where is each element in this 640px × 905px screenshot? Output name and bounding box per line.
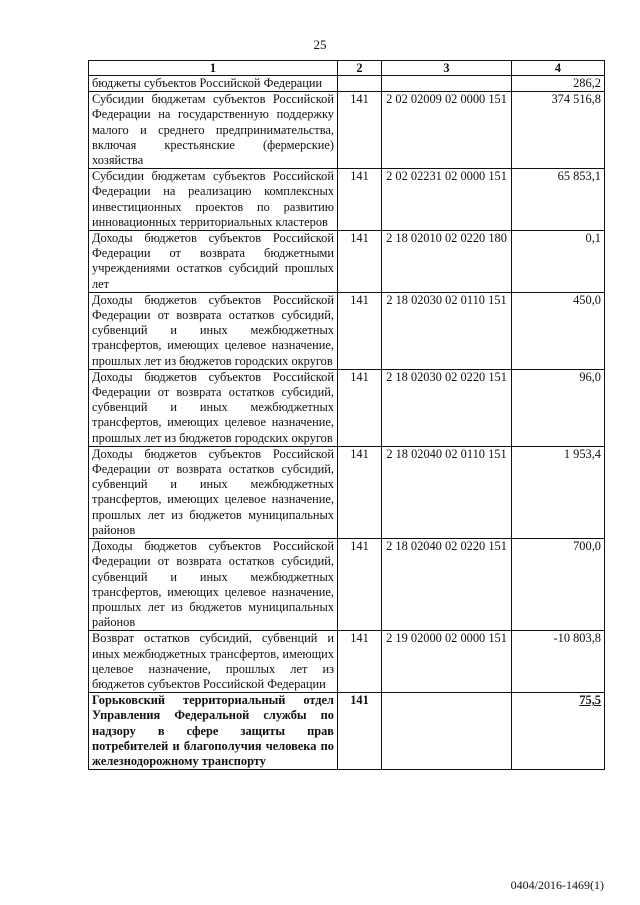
table-row — [89, 446, 605, 538]
document-code: 0404/2016-1469(1) — [510, 878, 604, 892]
budget-code-cell: 2 18 02040 02 0220 151 — [382, 539, 512, 631]
table-row — [89, 169, 605, 231]
admin-code-cell: 141 — [338, 539, 382, 631]
column-header-4: 4 — [512, 61, 605, 76]
budget-code-cell: 2 18 02030 02 0110 151 — [382, 292, 512, 369]
income-name-cell: Доходы бюджетов субъектов Российской Федерации от возврата остатков субсидий, субвенций и иных межбюджетных трансфертов, имеющих целевое назначение, прошлых лет из бюджетов городских округов — [89, 292, 338, 369]
admin-code-cell: 141 — [338, 369, 382, 446]
admin-code-cell: 141 — [338, 169, 382, 231]
income-name-cell: Доходы бюджетов субъектов Российской Федерации от возврата остатков субсидий, субвенций и иных межбюджетных трансфертов, имеющих целевое назначение, прошлых лет из бюджетов городских округов — [89, 369, 338, 446]
amount-cell: 374 516,8 — [512, 92, 605, 169]
column-header-3: 3 — [382, 61, 512, 76]
income-name-cell: бюджеты субъектов Российской Федерации — [89, 76, 338, 92]
table-row — [89, 539, 605, 631]
budget-code-cell: 2 19 02000 02 0000 151 — [382, 631, 512, 693]
admin-code-cell — [338, 76, 382, 92]
table-row — [89, 292, 605, 369]
column-header-2: 2 — [338, 61, 382, 76]
budget-code-cell: 2 02 02009 02 0000 151 — [382, 92, 512, 169]
page-number: 25 — [313, 37, 327, 52]
amount-cell: 286,2 — [512, 76, 605, 92]
amount-cell: 1 953,4 — [512, 446, 605, 538]
admin-code-cell: 141 — [338, 292, 382, 369]
amount-cell: 65 853,1 — [512, 169, 605, 231]
budget-code-cell: 2 18 02030 02 0220 151 — [382, 369, 512, 446]
income-name-cell: Доходы бюджетов субъектов Российской Федерации от возврата остатков субсидий, субвенций и иных межбюджетных трансфертов, имеющих целевое назначение, прошлых лет из бюджетов муниципальных районов — [89, 446, 338, 538]
amount-cell: 96,0 — [512, 369, 605, 446]
table-row — [89, 92, 605, 169]
admin-code-cell: 141 — [338, 446, 382, 538]
table-row — [89, 369, 605, 446]
admin-code-cell: 141 — [338, 231, 382, 293]
budget-code-cell — [382, 693, 512, 770]
budget-code-cell: 2 02 02231 02 0000 151 — [382, 169, 512, 231]
budget-code-cell — [382, 76, 512, 92]
budget-code-cell: 2 18 02040 02 0110 151 — [382, 446, 512, 538]
table-row — [89, 693, 605, 770]
column-header-1: 1 — [89, 61, 338, 76]
amount-cell: 700,0 — [512, 539, 605, 631]
amount-cell: 0,1 — [512, 231, 605, 293]
income-name-cell: Горьковский территориальный отдел Управления Федеральной службы по надзору в сфере защиты прав потребителей и благополучия человека по железнодорожному транспорту — [89, 693, 338, 770]
table-header-row — [89, 61, 605, 76]
amount-cell: 75,5 — [512, 693, 605, 770]
table-row — [89, 76, 605, 92]
amount-cell: 450,0 — [512, 292, 605, 369]
amount-cell: -10 803,8 — [512, 631, 605, 693]
table-row — [89, 231, 605, 293]
budget-code-cell: 2 18 02010 02 0220 180 — [382, 231, 512, 293]
admin-code-cell: 141 — [338, 631, 382, 693]
table-row — [89, 631, 605, 693]
income-name-cell: Доходы бюджетов субъектов Российской Федерации от возврата остатков субсидий, субвенций и иных межбюджетных трансфертов, имеющих целевое назначение, прошлых лет из бюджетов муниципальных районов — [89, 539, 338, 631]
income-name-cell: Доходы бюджетов субъектов Российской Федерации от возврата бюджетными учреждениями остатков субсидий прошлых лет — [89, 231, 338, 293]
admin-code-cell: 141 — [338, 92, 382, 169]
income-name-cell: Субсидии бюджетам субъектов Российской Федерации на государственную поддержку малого и среднего предпринимательства, включая крестьянские (фермерские) хозяйства — [89, 92, 338, 169]
table-body — [89, 76, 605, 770]
income-name-cell: Возврат остатков субсидий, субвенций и иных межбюджетных трансфертов, имеющих целевое назначение, прошлых лет из бюджетов субъектов Российской Федерации — [89, 631, 338, 693]
budget-table — [88, 60, 605, 770]
admin-code-cell: 141 — [338, 693, 382, 770]
income-name-cell: Субсидии бюджетам субъектов Российской Федерации на реализацию комплексных инвестиционных проектов по развитию инновационных территориальных кластеров — [89, 169, 338, 231]
